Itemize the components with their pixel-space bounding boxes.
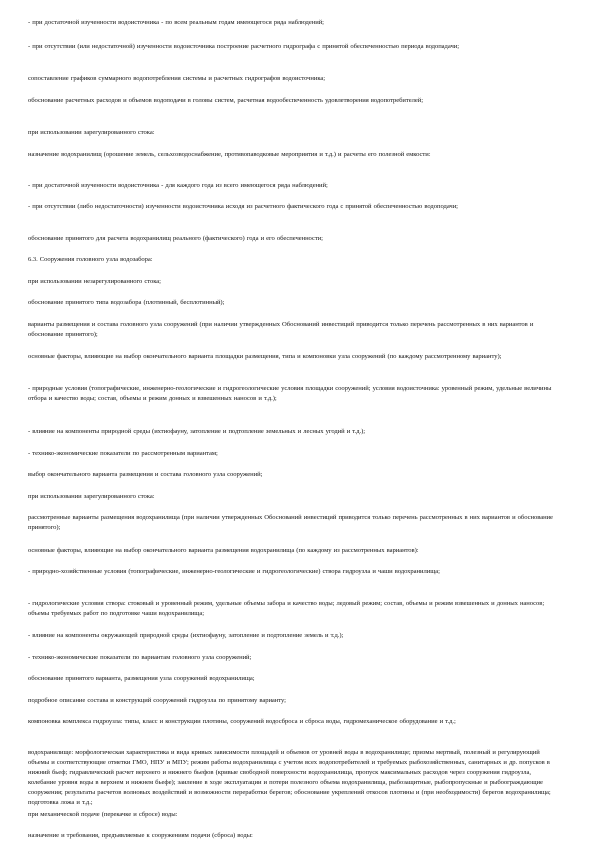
paragraph-16: - влияние на компоненты природной среды (ихтиофауну, затопление и подтопление земельных и лесных угодий и т.д.);: [28, 428, 366, 435]
paragraph-13: варианты размещения и состава головного узла сооружений (при наличии утвержденных Обоснований инвестиций приводится только перечень рассмотренных в них вариантов и обоснование принятого);: [28, 321, 534, 338]
paragraph-29: водохранилище: морфологическая характеристика и вида кривых зависимости площадей и объемов от уровней воды в водохранилище; призмы мертвый, полезный и регулирующий объемы и соответствующие отметки ГМО, НПУ и МПУ; режим работы водохранилища с учетом всех водопотребителей и требуемых рыбохозяйственных, санитарных и др. попусков в нижний бьеф; гидравлический расчет верхнего и нижнего бьефов (кривые свободной поверхности водохранилища, пропуск максимальных расходов через сооружения гидроузла, колебание уровня воды в верхнем и нижнем бьефе); заиление в ходе эксплуатации и потери полезного объема водохранилища, рыбозащитные, рыбопропускные и рыбоограждающие сооружения; результаты расчетов волновых воздействий и возможности переработки берегов; обоснование укреплений откосов плотины и (при необходимости) берегов водохранилища; подготовка ложа и т.д.;: [28, 749, 551, 806]
paragraph-28: компоновка комплекса гидроузла: типы, класс и конструкции плотины, сооружений водосброса и сброса воды, гидромеханическое оборудование и т.д.;: [28, 718, 456, 725]
section-heading-6-3: 6.3. Сооружения головного узла водозабора:: [28, 256, 153, 263]
paragraph-26: обоснование принятого варианта, размещения узла сооружений водохранилища;: [28, 675, 255, 682]
paragraph-20: рассмотренные варианты размещения водохранилища (при наличии утвержденных Обоснований инвестиций приводится только перечень рассмотренных в них вариантов и обоснование принятого);: [28, 514, 553, 531]
paragraph-8: - при отсутствии (либо недостаточности) изученности водоисточника исходя из расчетного фактического года с принятой обеспеченностью водоподачи;: [28, 203, 458, 210]
paragraph-9: обоснование принятого для расчета водохранилищ реального (фактического) года и его обеспеченности;: [28, 235, 323, 242]
paragraph-2: - при отсутствии (или недостаточной) изученности водоисточника построение расчетного гидрографа с принятой обеспеченностью периода водопадачи;: [28, 43, 459, 50]
paragraph-5: при использовании зарегулированного стока:: [28, 129, 155, 136]
paragraph-31: назначение и требования, предъявляемые к сооружениям подачи (сброса) воды:: [28, 832, 253, 839]
paragraph-21: основные факторы, влияющие на выбор окончательного варианта размещения водохранилища (по каждому из рассмотренных вариантов):: [28, 547, 419, 554]
paragraph-22: - природно-хозяйственные условия (топографические, инженерно-геологические и гидрогеологические) створа гидроузла и чаши водохранилища;: [28, 568, 440, 575]
paragraph-12: обоснование принятого типа водозабора (плотинный, бесплотинный);: [28, 299, 225, 306]
paragraph-11: при использовании незарегулированного стока;: [28, 278, 161, 285]
paragraph-15: - природные условия (топографические, инженерно-геологические и гидрогеологические условия площадки сооружений; условия водоисточника: уровенный режим, удельные величины отбора и качество воды; состав, объемы и режим донных и взвешенных наносов и т.д.);: [28, 385, 552, 402]
paragraph-18: выбор окончательного варианта размещения и состава головного узла сооружений;: [28, 471, 263, 478]
paragraph-6: назначение водохранилищ (орошение земель, сельхозводоснабжение, противопаводковые мероприятия и т.д.) и расчеты его полезной емкости:: [28, 151, 431, 158]
paragraph-23: - гидрологические условия створа: стоковый и уровенный режим, удельные объемы забора и качество воды; ледовый режим; состав, объемы и режим взвешенных и донных наносов; объемы требуемых работ по подготовке чаши водохранилища;: [28, 600, 545, 617]
paragraph-30: при механической подаче (перекачке и сбросе) воды:: [28, 811, 178, 818]
paragraph-19: при использовании зарегулированного стока:: [28, 493, 155, 500]
paragraph-27: подробное описание состава и конструкций сооружений гидроузла по принятому варианту;: [28, 697, 286, 704]
paragraph-24: - влияние на компоненты окружающей природной среды (ихтиофауну, затопление и подтопление земель и т.д.);: [28, 632, 344, 639]
paragraph-17: - технико-экономические показатели по рассмотренным вариантам;: [28, 450, 218, 457]
paragraph-14: основные факторы, влияющие на выбор окончательного варианта площадки размещения, типа и компоновки узла сооружений (по каждому рассмотренному варианту);: [28, 353, 502, 360]
paragraph-1: - при достаточной изученности водоисточника - по всем реальным годам имеющегося ряда наблюдений;: [28, 19, 324, 26]
paragraph-7: - при достаточной изученности водоисточника - для каждого года из всего имеющегося ряда наблюдений;: [28, 182, 328, 189]
paragraph-4: обоснование расчетных расходов и объемов водоподачи в головы систем, расчетная водообеспеченность удовлетворения водопотребителей;: [28, 97, 423, 104]
paragraph-25: - технико-экономические показатели по вариантам головного узла сооружений;: [28, 654, 252, 661]
paragraph-3: сопоставление графиков суммарного водопотребления системы и расчетных гидрографов водоисточника;: [28, 75, 326, 82]
